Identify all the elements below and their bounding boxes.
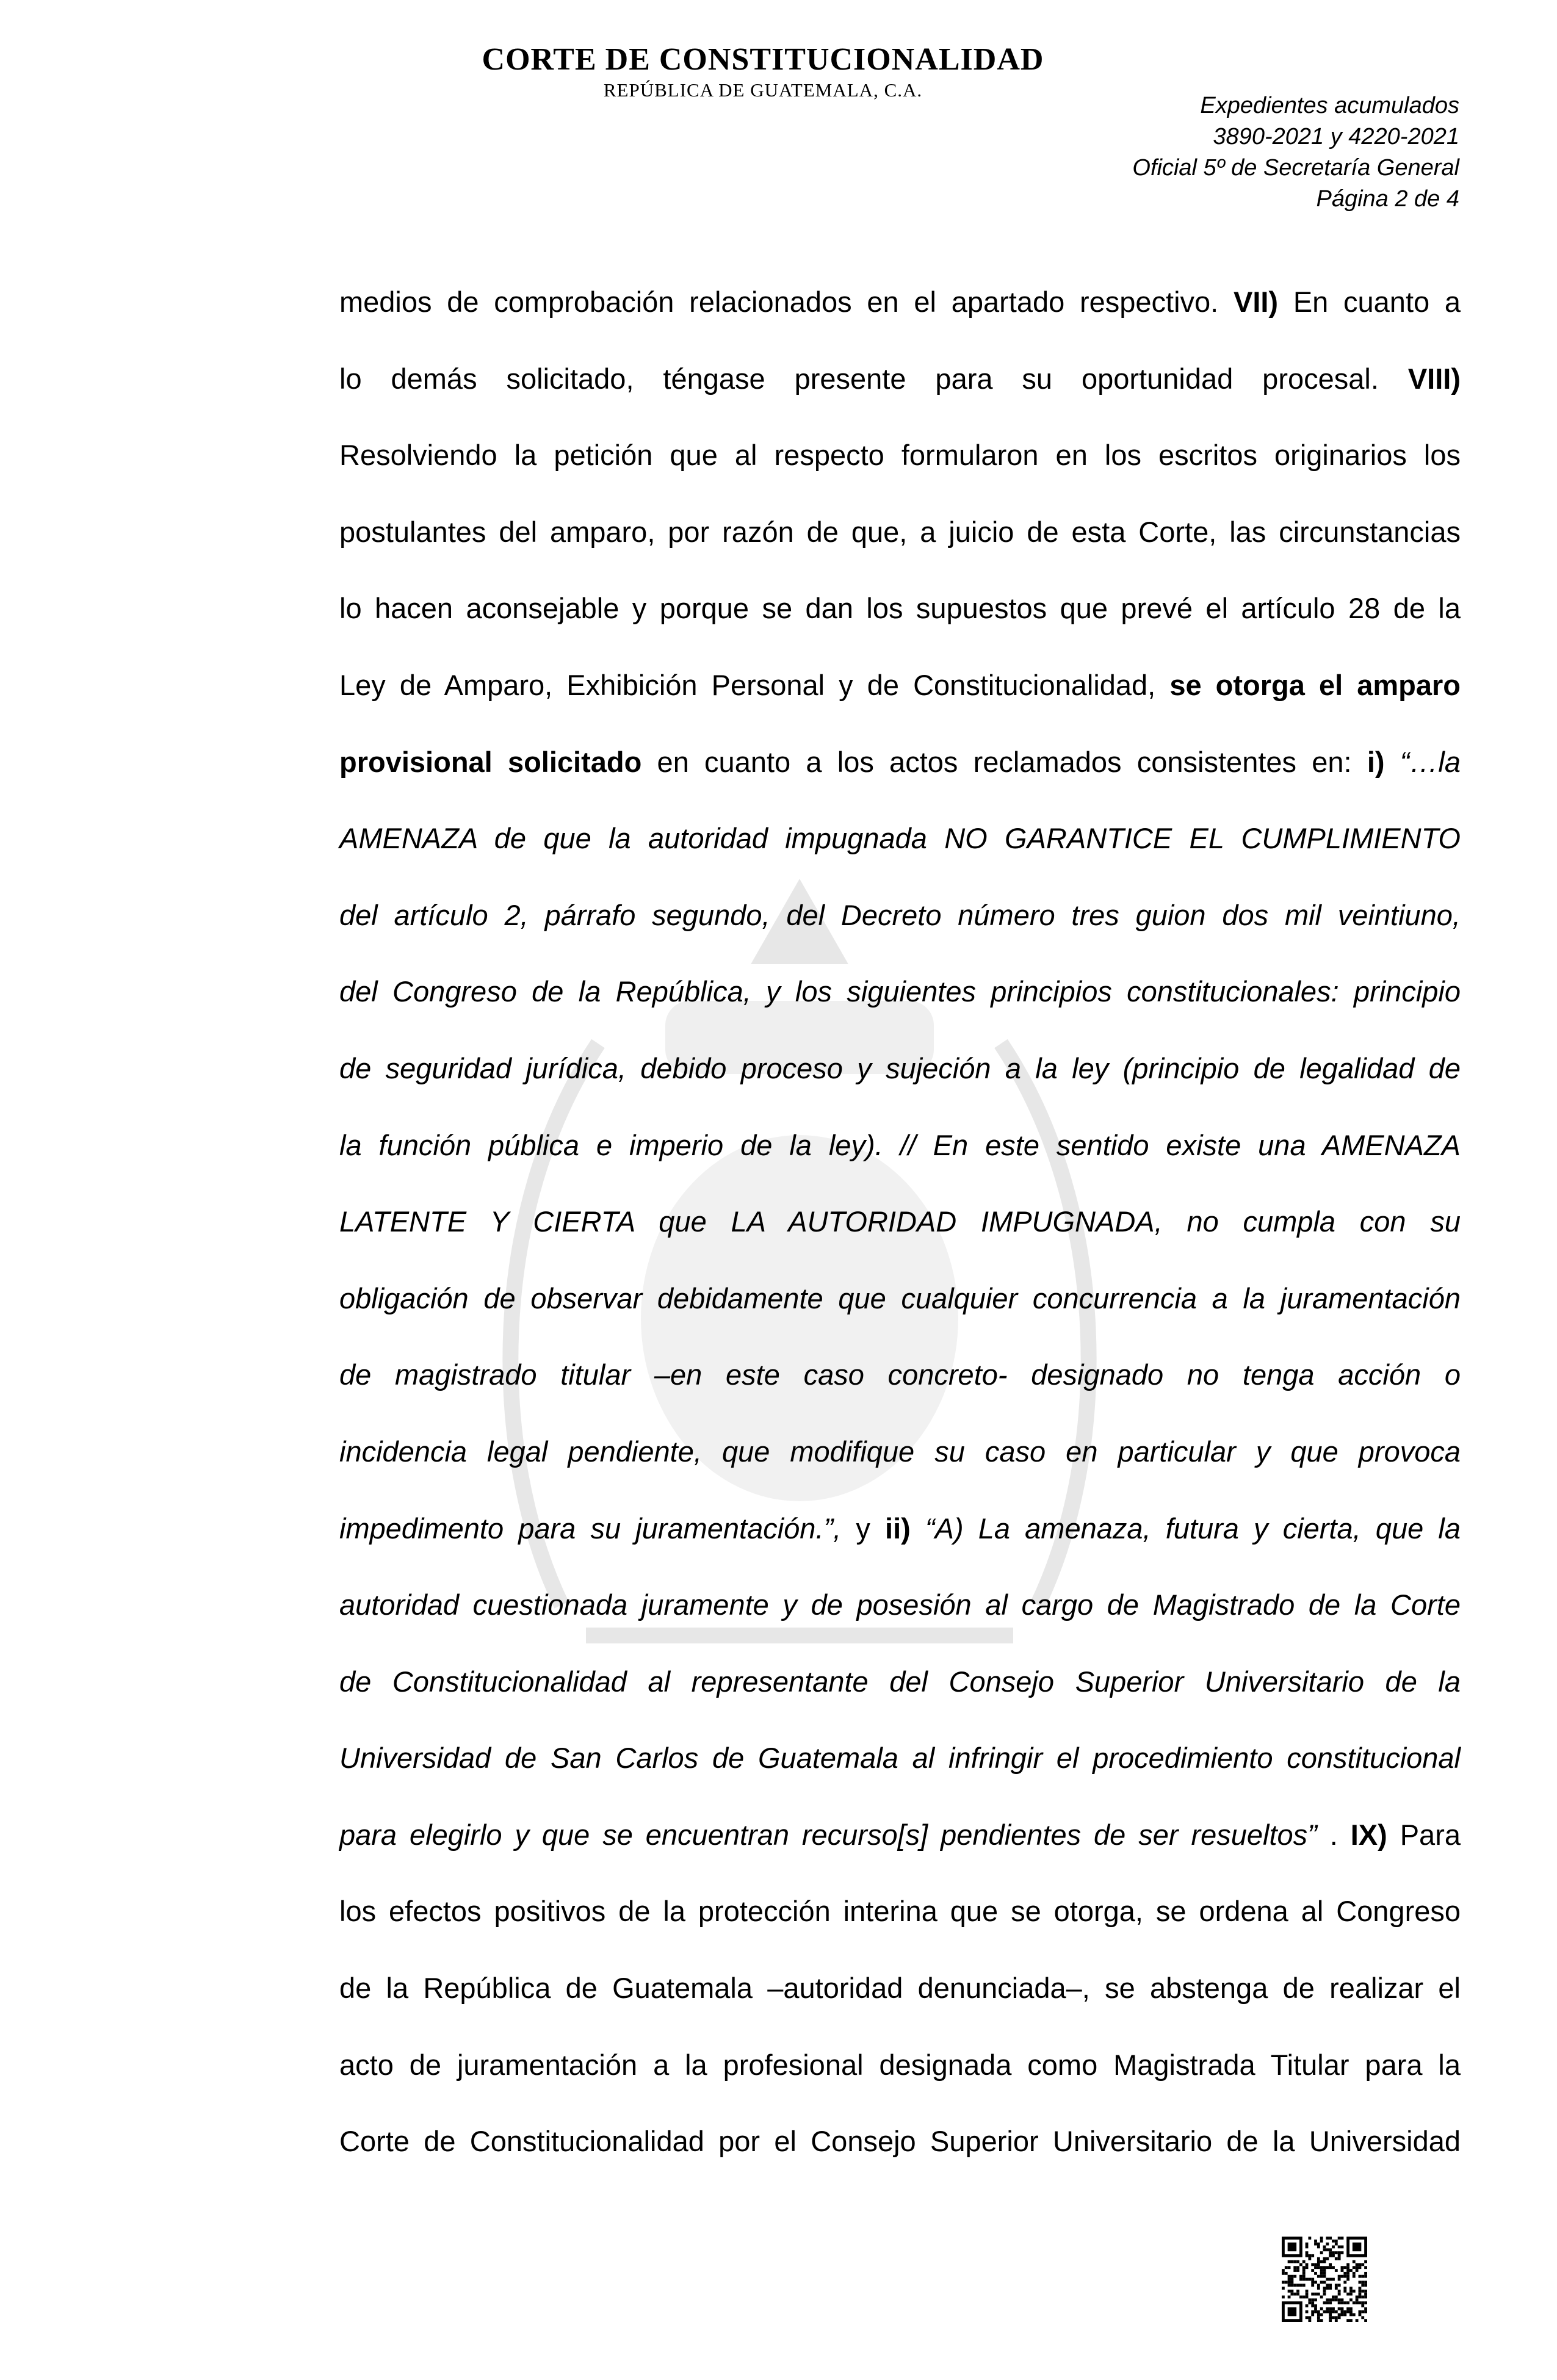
- text-run: incidencia legal pendiente, que modifique su caso en particular y que provoca: [339, 1435, 1461, 1468]
- text-run: postulantes del amparo, por razón de que, a juicio de esta Corte, las circunstancias: [339, 515, 1461, 548]
- body-line: [339, 2047, 1461, 2124]
- text-run: autoridad cuestionada juramente y de posesión al cargo de Magistrado de la Corte: [339, 1588, 1461, 1621]
- body-line: [339, 1203, 1461, 1280]
- text-run: de Constitucionalidad al representante del Consejo Superior Universitario de la: [339, 1665, 1461, 1698]
- body-line: [339, 1893, 1461, 1970]
- court-header: [366, 41, 1160, 103]
- body-line: [339, 897, 1461, 974]
- body-line: [339, 2123, 1461, 2200]
- text-run: de magistrado titular –en este caso concreto- designado no tenga acción o: [339, 1358, 1461, 1391]
- page-number: Página 2 de 4: [1316, 186, 1459, 212]
- text-run: los efectos positivos de la protección interina que se otorga, se ordena al Congreso: [339, 1895, 1461, 1928]
- body-line: [339, 1740, 1461, 1817]
- body-line: [339, 590, 1461, 667]
- body-line: [339, 284, 1461, 361]
- text-run: i): [1367, 745, 1385, 778]
- body-line: [339, 1127, 1461, 1204]
- text-run: VIII): [1407, 362, 1461, 395]
- text-run: provisional solicitado: [339, 745, 642, 778]
- text-run: .: [1317, 1818, 1351, 1851]
- text-run: del artículo 2, párrafo segundo, del Decreto número tres guion dos mil veintiuno,: [339, 898, 1461, 931]
- text-run: Universidad de San Carlos de Guatemala al infringir el procedimiento constitucional: [339, 1742, 1461, 1775]
- text-run: la función pública e imperio de la ley). // En este sentido existe una AMENAZA: [339, 1128, 1461, 1161]
- text-run: lo hacen aconsejable y porque se dan los supuestos que prevé el artículo 28 de la: [339, 592, 1461, 625]
- text-run: medios de comprobación relacionados en el apartado respectivo.: [339, 286, 1234, 318]
- text-run: Ley de Amparo, Exhibición Personal y de Constitucionalidad,: [339, 668, 1170, 701]
- text-run: y: [841, 1512, 886, 1545]
- body-line: [339, 1510, 1461, 1587]
- case-type: Expedientes acumulados: [1200, 93, 1459, 118]
- text-run: Resolviendo la petición que al respecto formularon en los escritos originarios los: [339, 439, 1461, 472]
- body-line: [339, 514, 1461, 591]
- text-run: de la República de Guatemala –autoridad denunciada–, se abstenga de realizar el: [339, 1972, 1461, 2005]
- text-run: se otorga el amparo: [1169, 668, 1461, 701]
- court-name: CORTE DE CONSTITUCIONALIDAD: [482, 42, 1044, 77]
- body-line: [339, 1817, 1461, 1894]
- qr-code: [1282, 2237, 1367, 2322]
- case-info-block: [1132, 90, 1459, 215]
- text-run: IX): [1350, 1818, 1387, 1851]
- text-run: en cuanto a los actos reclamados consistentes en:: [641, 745, 1367, 778]
- body-line: [339, 744, 1461, 821]
- text-run: acto de juramentación a la profesional designada como Magistrada Titular para la: [339, 2048, 1461, 2081]
- text-run: del Congreso de la República, y los siguientes principios constitucionales: principio: [339, 975, 1461, 1008]
- body-line: [339, 1970, 1461, 2047]
- text-run: obligación de observar debidamente que cualquier concurrencia a la juramentación: [339, 1282, 1461, 1314]
- text-run: “A) La amenaza, futura y cierta, que la: [910, 1512, 1461, 1545]
- body-line: [339, 1357, 1461, 1433]
- text-run: LATENTE Y CIERTA que LA AUTORIDAD IMPUGNADA, no cumpla con su: [339, 1205, 1461, 1238]
- body-line: [339, 1433, 1461, 1510]
- text-run: VII): [1233, 286, 1279, 318]
- text-run: “…la: [1384, 745, 1461, 778]
- text-run: lo demás solicitado, téngase presente para su oportunidad procesal.: [339, 362, 1408, 395]
- body-line: [339, 1587, 1461, 1664]
- country-name: REPÚBLICA DE GUATEMALA, C.A.: [603, 79, 923, 101]
- body-line: [339, 1050, 1461, 1127]
- case-numbers: 3890-2021 y 4220-2021: [1213, 124, 1459, 150]
- body-line: [339, 820, 1461, 897]
- body-line: [339, 361, 1461, 438]
- case-office: Oficial 5º de Secretaría General: [1132, 155, 1459, 181]
- text-run: de seguridad jurídica, debido proceso y sujeción a la ley (principio de legalidad de: [339, 1051, 1461, 1084]
- text-run: impedimento para su juramentación.”,: [339, 1512, 842, 1545]
- text-run: para elegirlo y que se encuentran recurso[s] pendientes de ser resueltos”: [339, 1818, 1317, 1851]
- text-run: Para: [1387, 1818, 1461, 1851]
- body-line: [339, 973, 1461, 1050]
- body-line: [339, 1664, 1461, 1740]
- body-line: [339, 667, 1461, 744]
- text-run: AMENAZA de que la autoridad impugnada NO GARANTICE EL CUMPLIMIENTO: [339, 822, 1461, 855]
- text-run: ii): [885, 1512, 911, 1545]
- body-line: [339, 1280, 1461, 1357]
- text-run: Corte de Constitucionalidad por el Consejo Superior Universitario de la Universidad: [339, 2125, 1461, 2158]
- text-run: En cuanto a: [1278, 286, 1461, 318]
- body-line: [339, 437, 1461, 514]
- resolution-body-text: [339, 284, 1461, 2200]
